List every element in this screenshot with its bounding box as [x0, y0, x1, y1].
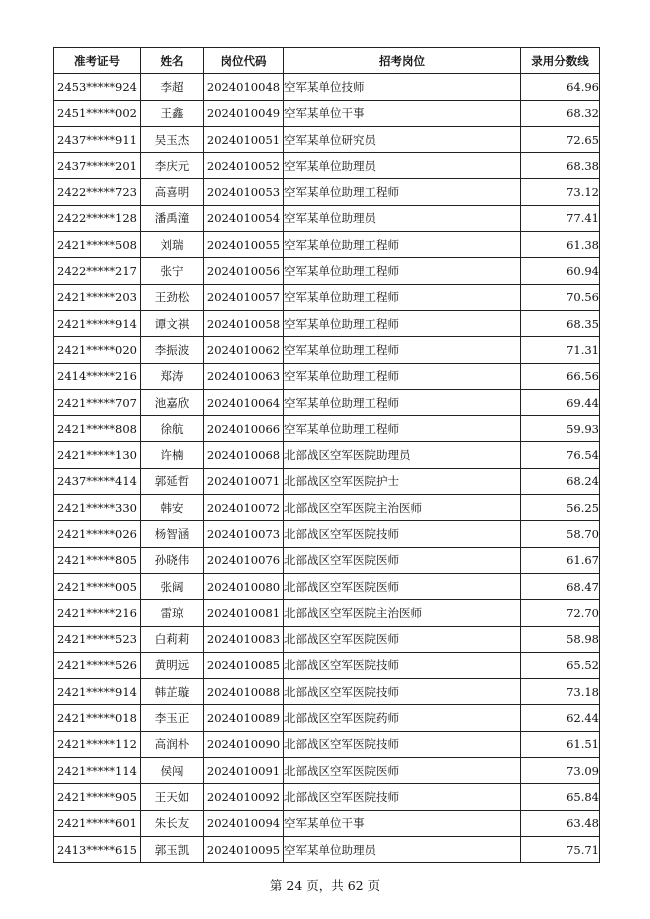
cell-post: 空军某单位助理工程师	[284, 232, 521, 258]
cell-score: 64.96	[521, 74, 600, 100]
cell-post: 北部战区空军医院技师	[284, 521, 521, 547]
cell-exam-id: 2421*****808	[54, 416, 141, 442]
cell-name: 张阔	[141, 573, 204, 599]
table-row	[54, 126, 600, 152]
cell-name: 郭延哲	[141, 468, 204, 494]
table-row	[54, 521, 600, 547]
table-row	[54, 258, 600, 284]
cell-post: 空军某单位干事	[284, 100, 521, 126]
table-row	[54, 652, 600, 678]
table-row	[54, 232, 600, 258]
cell-post: 北部战区空军医院药师	[284, 705, 521, 731]
table-row	[54, 758, 600, 784]
cell-score: 60.94	[521, 258, 600, 284]
table-row	[54, 836, 600, 862]
cell-post-code: 2024010068	[204, 442, 284, 468]
cell-post-code: 2024010095	[204, 836, 284, 862]
cell-post-code: 2024010057	[204, 284, 284, 310]
page-number: 第 24 页，共 62 页	[269, 878, 381, 893]
cell-name: 王天如	[141, 784, 204, 810]
cell-score: 70.56	[521, 284, 600, 310]
cell-exam-id: 2422*****723	[54, 179, 141, 205]
cell-score: 59.93	[521, 416, 600, 442]
cell-score: 71.31	[521, 337, 600, 363]
cell-exam-id: 2421*****508	[54, 232, 141, 258]
cell-score: 73.12	[521, 179, 600, 205]
cell-name: 李玉正	[141, 705, 204, 731]
cell-post-code: 2024010056	[204, 258, 284, 284]
cell-post-code: 2024010058	[204, 310, 284, 336]
cell-post-code: 2024010080	[204, 573, 284, 599]
cell-post-code: 2024010091	[204, 758, 284, 784]
cell-name: 侯闯	[141, 758, 204, 784]
table-row	[54, 600, 600, 626]
cell-post-code: 2024010049	[204, 100, 284, 126]
cell-score: 75.71	[521, 836, 600, 862]
cell-post: 北部战区空军医院医师	[284, 758, 521, 784]
cell-name: 刘瑞	[141, 232, 204, 258]
cell-score: 72.65	[521, 126, 600, 152]
table-row	[54, 205, 600, 231]
table-row	[54, 679, 600, 705]
cell-name: 杨智涵	[141, 521, 204, 547]
cell-post: 空军某单位助理员	[284, 836, 521, 862]
cell-exam-id: 2421*****914	[54, 679, 141, 705]
cell-score: 61.38	[521, 232, 600, 258]
cell-score: 73.09	[521, 758, 600, 784]
cell-post-code: 2024010071	[204, 468, 284, 494]
cell-post-code: 2024010048	[204, 74, 284, 100]
cell-name: 孙晓伟	[141, 547, 204, 573]
table-row	[54, 74, 600, 100]
cell-post: 空军某单位助理工程师	[284, 363, 521, 389]
cell-post: 空军某单位助理员	[284, 205, 521, 231]
cell-score: 58.98	[521, 626, 600, 652]
cell-post-code: 2024010052	[204, 153, 284, 179]
cell-post-code: 2024010089	[204, 705, 284, 731]
cell-post-code: 2024010054	[204, 205, 284, 231]
cell-name: 黄明远	[141, 652, 204, 678]
table-row	[54, 705, 600, 731]
cell-post: 空军某单位干事	[284, 810, 521, 836]
table-row	[54, 100, 600, 126]
cell-exam-id: 2421*****805	[54, 547, 141, 573]
cell-name: 王鑫	[141, 100, 204, 126]
cell-post: 北部战区空军医院技师	[284, 679, 521, 705]
cell-name: 高喜明	[141, 179, 204, 205]
cell-exam-id: 2437*****201	[54, 153, 141, 179]
cell-name: 李振波	[141, 337, 204, 363]
table-row	[54, 442, 600, 468]
table-row	[54, 310, 600, 336]
cell-post: 北部战区空军医院技师	[284, 731, 521, 757]
cell-name: 池嘉欣	[141, 389, 204, 415]
cell-exam-id: 2421*****601	[54, 810, 141, 836]
table-row	[54, 547, 600, 573]
table-row	[54, 784, 600, 810]
cell-exam-id: 2421*****707	[54, 389, 141, 415]
cell-post: 空军某单位助理工程师	[284, 284, 521, 310]
cell-post: 北部战区空军医院主治医师	[284, 600, 521, 626]
cell-name: 韩安	[141, 495, 204, 521]
cell-name: 张宁	[141, 258, 204, 284]
cell-exam-id: 2422*****217	[54, 258, 141, 284]
header-exam-id: 准考证号	[54, 48, 141, 74]
cell-post-code: 2024010064	[204, 389, 284, 415]
cell-post-code: 2024010072	[204, 495, 284, 521]
cell-name: 朱长友	[141, 810, 204, 836]
table-row	[54, 626, 600, 652]
cell-name: 韩芷璇	[141, 679, 204, 705]
cell-post: 北部战区空军医院医师	[284, 626, 521, 652]
cell-name: 吴玉杰	[141, 126, 204, 152]
cell-exam-id: 2421*****020	[54, 337, 141, 363]
cell-score: 77.41	[521, 205, 600, 231]
cell-exam-id: 2421*****112	[54, 731, 141, 757]
cell-exam-id: 2453*****924	[54, 74, 141, 100]
cell-name: 李庆元	[141, 153, 204, 179]
results-table	[53, 47, 600, 863]
cell-score: 61.67	[521, 547, 600, 573]
cell-post: 空军某单位助理工程师	[284, 416, 521, 442]
cell-post-code: 2024010073	[204, 521, 284, 547]
cell-exam-id: 2421*****330	[54, 495, 141, 521]
cell-score: 58.70	[521, 521, 600, 547]
cell-post: 北部战区空军医院主治医师	[284, 495, 521, 521]
cell-score: 65.84	[521, 784, 600, 810]
cell-score: 68.47	[521, 573, 600, 599]
cell-post: 北部战区空军医院助理员	[284, 442, 521, 468]
cell-exam-id: 2421*****203	[54, 284, 141, 310]
cell-post: 空军某单位助理员	[284, 153, 521, 179]
cell-score: 62.44	[521, 705, 600, 731]
header-name: 姓名	[141, 48, 204, 74]
cell-name: 郑涛	[141, 363, 204, 389]
cell-score: 76.54	[521, 442, 600, 468]
cell-exam-id: 2421*****026	[54, 521, 141, 547]
header-post-code: 岗位代码	[204, 48, 284, 74]
cell-post-code: 2024010055	[204, 232, 284, 258]
cell-score: 73.18	[521, 679, 600, 705]
table-row	[54, 468, 600, 494]
cell-exam-id: 2437*****911	[54, 126, 141, 152]
cell-exam-id: 2421*****914	[54, 310, 141, 336]
cell-exam-id: 2437*****414	[54, 468, 141, 494]
cell-score: 68.35	[521, 310, 600, 336]
table-row	[54, 731, 600, 757]
header-post: 招考岗位	[284, 48, 521, 74]
table-row	[54, 810, 600, 836]
cell-score: 61.51	[521, 731, 600, 757]
cell-exam-id: 2421*****216	[54, 600, 141, 626]
cell-name: 徐航	[141, 416, 204, 442]
cell-post: 空军某单位研究员	[284, 126, 521, 152]
cell-post: 空军某单位助理工程师	[284, 389, 521, 415]
cell-exam-id: 2421*****526	[54, 652, 141, 678]
cell-score: 69.44	[521, 389, 600, 415]
table-row	[54, 337, 600, 363]
table-row	[54, 179, 600, 205]
cell-exam-id: 2421*****905	[54, 784, 141, 810]
cell-post: 北部战区空军医院技师	[284, 784, 521, 810]
cell-post-code: 2024010063	[204, 363, 284, 389]
table-row	[54, 153, 600, 179]
cell-post: 北部战区空军医院技师	[284, 652, 521, 678]
cell-name: 许楠	[141, 442, 204, 468]
cell-exam-id: 2451*****002	[54, 100, 141, 126]
cell-post-code: 2024010051	[204, 126, 284, 152]
cell-exam-id: 2414*****216	[54, 363, 141, 389]
cell-post-code: 2024010092	[204, 784, 284, 810]
cell-post-code: 2024010081	[204, 600, 284, 626]
cell-exam-id: 2421*****005	[54, 573, 141, 599]
cell-name: 郭玉凯	[141, 836, 204, 862]
cell-post: 空军某单位助理工程师	[284, 337, 521, 363]
cell-exam-id: 2421*****523	[54, 626, 141, 652]
cell-score: 66.56	[521, 363, 600, 389]
cell-post-code: 2024010094	[204, 810, 284, 836]
cell-score: 63.48	[521, 810, 600, 836]
cell-exam-id: 2422*****128	[54, 205, 141, 231]
cell-post-code: 2024010090	[204, 731, 284, 757]
cell-post-code: 2024010085	[204, 652, 284, 678]
cell-post: 北部战区空军医院医师	[284, 547, 521, 573]
cell-exam-id: 2413*****615	[54, 836, 141, 862]
cell-post-code: 2024010088	[204, 679, 284, 705]
header-score: 录用分数线	[521, 48, 600, 74]
cell-post: 空军某单位助理工程师	[284, 258, 521, 284]
cell-score: 56.25	[521, 495, 600, 521]
header-row	[54, 48, 600, 74]
table-body	[54, 74, 600, 863]
cell-exam-id: 2421*****018	[54, 705, 141, 731]
cell-exam-id: 2421*****130	[54, 442, 141, 468]
cell-name: 高润朴	[141, 731, 204, 757]
cell-score: 72.70	[521, 600, 600, 626]
cell-post: 北部战区空军医院医师	[284, 573, 521, 599]
cell-post-code: 2024010062	[204, 337, 284, 363]
table-row	[54, 284, 600, 310]
cell-post: 北部战区空军医院护士	[284, 468, 521, 494]
cell-score: 68.38	[521, 153, 600, 179]
cell-name: 李超	[141, 74, 204, 100]
cell-post: 空军某单位助理工程师	[284, 179, 521, 205]
cell-score: 65.52	[521, 652, 600, 678]
cell-post-code: 2024010053	[204, 179, 284, 205]
table-row	[54, 495, 600, 521]
cell-name: 白莉莉	[141, 626, 204, 652]
cell-post: 空军某单位助理工程师	[284, 310, 521, 336]
table-row	[54, 363, 600, 389]
cell-name: 潘禹潼	[141, 205, 204, 231]
table-row	[54, 573, 600, 599]
cell-score: 68.32	[521, 100, 600, 126]
table-row	[54, 416, 600, 442]
cell-name: 谭文祺	[141, 310, 204, 336]
cell-exam-id: 2421*****114	[54, 758, 141, 784]
cell-post-code: 2024010066	[204, 416, 284, 442]
cell-score: 68.24	[521, 468, 600, 494]
table-row	[54, 389, 600, 415]
cell-post: 空军某单位技师	[284, 74, 521, 100]
cell-name: 雷琼	[141, 600, 204, 626]
cell-post-code: 2024010083	[204, 626, 284, 652]
cell-name: 王劲松	[141, 284, 204, 310]
cell-post-code: 2024010076	[204, 547, 284, 573]
